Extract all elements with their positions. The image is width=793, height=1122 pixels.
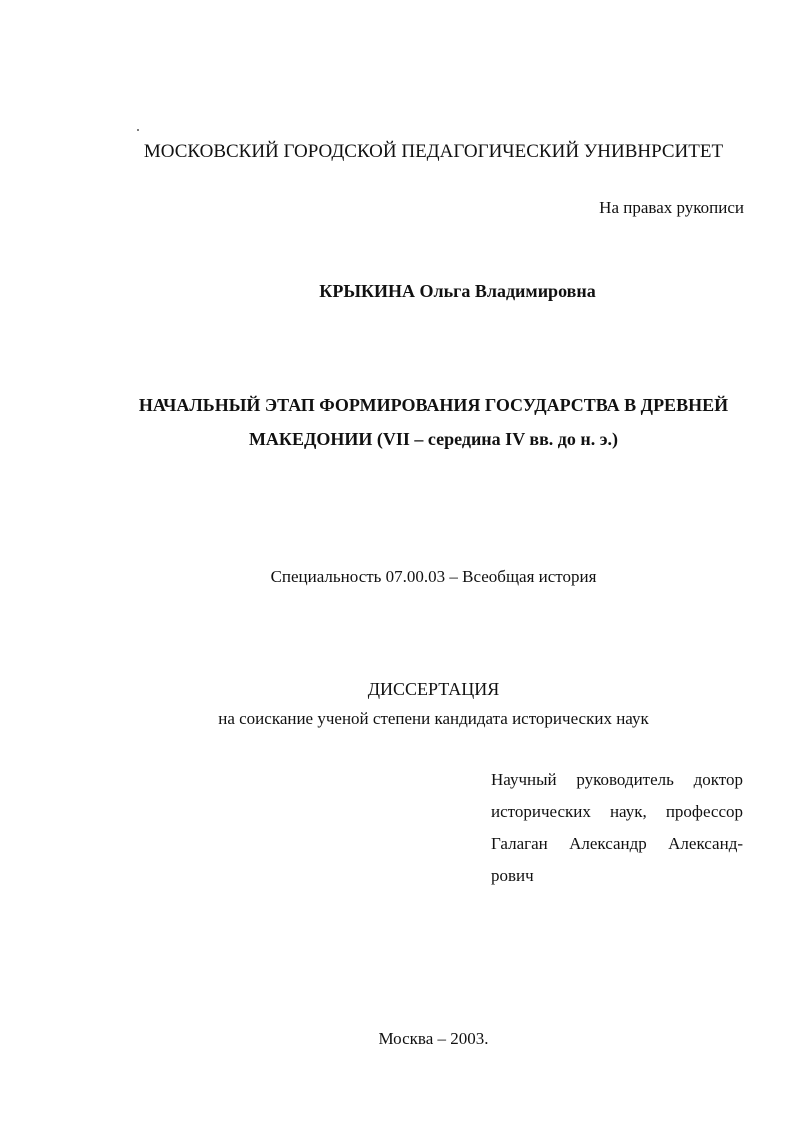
title-line-2: МАКЕДОНИИ (VII – середина IV вв. до н. э.) [248, 429, 619, 449]
dissertation-title [0, 388, 793, 456]
university-name: МОСКОВСКИЙ ГОРОДСКОЙ ПЕДАГОГИЧЕСКИЙ УНИВНРСИТЕТ [143, 141, 724, 162]
scan-speck [137, 129, 139, 131]
dissertation-subtitle: на соискание ученой степени кандидата исторических наук [218, 709, 649, 728]
author-name: КРЫКИНА Ольга Владимировна [319, 281, 596, 301]
scientific-advisor [491, 764, 743, 892]
city-year: Москва – 2003. [378, 1029, 489, 1048]
advisor-line-4: рович [491, 866, 534, 885]
title-line-1: НАЧАЛЬНЫЙ ЭТАП ФОРМИРОВАНИЯ ГОСУДАРСТВА В ДРЕВНЕЙ [138, 395, 729, 415]
advisor-line-2: исторических наук, профессор [491, 802, 743, 821]
advisor-line-3: Галаган Александр Александ- [491, 834, 743, 853]
manuscript-rights-note: На правах рукописи [599, 198, 744, 217]
dissertation-label: ДИССЕРТАЦИЯ [367, 679, 500, 699]
specialty: Специальность 07.00.03 – Всеобщая история [270, 567, 597, 586]
advisor-line-1: Научный руководитель доктор [491, 770, 743, 789]
